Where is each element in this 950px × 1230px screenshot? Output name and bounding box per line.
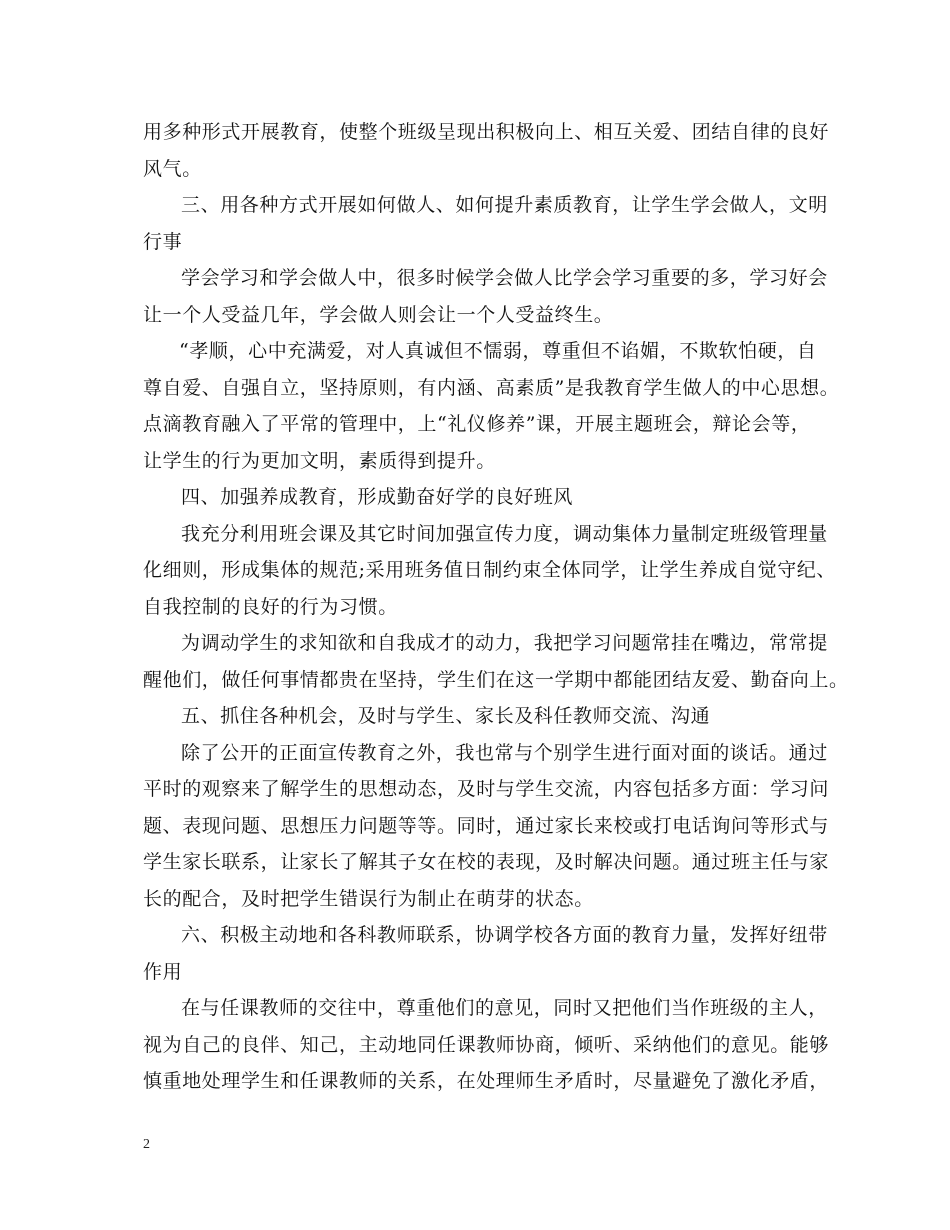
- text-line: 题、表现问题、思想压力问题等等。同时，通过家长来校或打电话询问等形式与: [143, 814, 830, 837]
- section-heading-6-cont: 作用: [143, 960, 183, 983]
- document-body: [143, 114, 849, 1100]
- text-line: 我充分利用班会课及其它时间加强宣传力度，调动集体力量制定班级管理量: [181, 522, 828, 545]
- text-line: “孝顺，心中充满爱，对人真诚但不懦弱，尊重但不谄媚，不欺软怕硬，自: [179, 340, 817, 362]
- text-line: 风气。: [143, 157, 202, 180]
- text-line: 在与任课教师的交往中，尊重他们的意见，同时又把他们当作班级的主人，: [181, 997, 828, 1019]
- text-line: 平时的观察来了解学生的思想动态，及时与学生交流，内容包括多方面：学习问: [143, 778, 830, 800]
- text-line: 点滴教育融入了平常的管理中，上“礼仪修养”课，开展主题班会，辩论会等，: [143, 413, 811, 435]
- text-line: 慎重地处理学生和任课教师的关系，在处理师生矛盾时，尽量避免了激化矛盾，: [143, 1070, 830, 1092]
- section-heading-3-cont: 行事: [143, 230, 183, 253]
- text-line: 化细则，形成集体的规范;采用班务值日制约束全体同学，让学生养成自觉守纪、: [143, 559, 837, 581]
- text-line: 自我控制的良好的行为习惯。: [143, 595, 398, 618]
- section-heading-4: 四、加强养成教育，形成勤奋好学的良好班风: [181, 486, 574, 508]
- text-line: 让学生的行为更加文明，素质得到提升。: [143, 449, 496, 472]
- text-line: 用多种形式开展教育，使整个班级呈现出积极向上、相互关爱、团结自律的良好: [143, 121, 830, 143]
- text-line: 除了公开的正面宣传教育之外，我也常与个别学生进行面对面的谈话。通过: [181, 741, 828, 764]
- text-line: 醒他们，做任何事情都贵在坚持，学生们在这一学期中都能团结友爱、勤奋向上。: [143, 668, 849, 691]
- section-heading-5: 五、抓住各种机会，及时与学生、家长及科任教师交流、沟通: [181, 705, 711, 727]
- page-number: 2: [143, 1137, 150, 1152]
- text-line: 为调动学生的求知欲和自我成才的动力，我把学习问题常挂在嘴边，常常提: [181, 632, 828, 654]
- text-line: 视为自己的良伴、知己，主动地同任课教师协商，倾听、采纳他们的意见。能够: [143, 1033, 830, 1056]
- section-heading-6: 六、积极主动地和各科教师联系，协调学校各方面的教育力量，发挥好纽带: [181, 924, 828, 946]
- text-line: 学会学习和学会做人中，很多时候学会做人比学会学习重要的多，学习好会: [181, 267, 828, 289]
- section-heading-3: 三、用各种方式开展如何做人、如何提升素质教育，让学生学会做人，文明: [181, 194, 828, 216]
- text-line: 学生家长联系，让家长了解其子女在校的表现，及时解决问题。通过班主任与家: [143, 851, 830, 873]
- text-line: 尊自爱、自强自立，坚持原则，有内涵、高素质”是我教育学生做人的中心思想。: [143, 376, 840, 399]
- text-line: 让一个人受益几年，学会做人则会让一个人受益终生。: [143, 303, 614, 326]
- text-line: 长的配合，及时把学生错误行为制止在萌芽的状态。: [143, 887, 594, 910]
